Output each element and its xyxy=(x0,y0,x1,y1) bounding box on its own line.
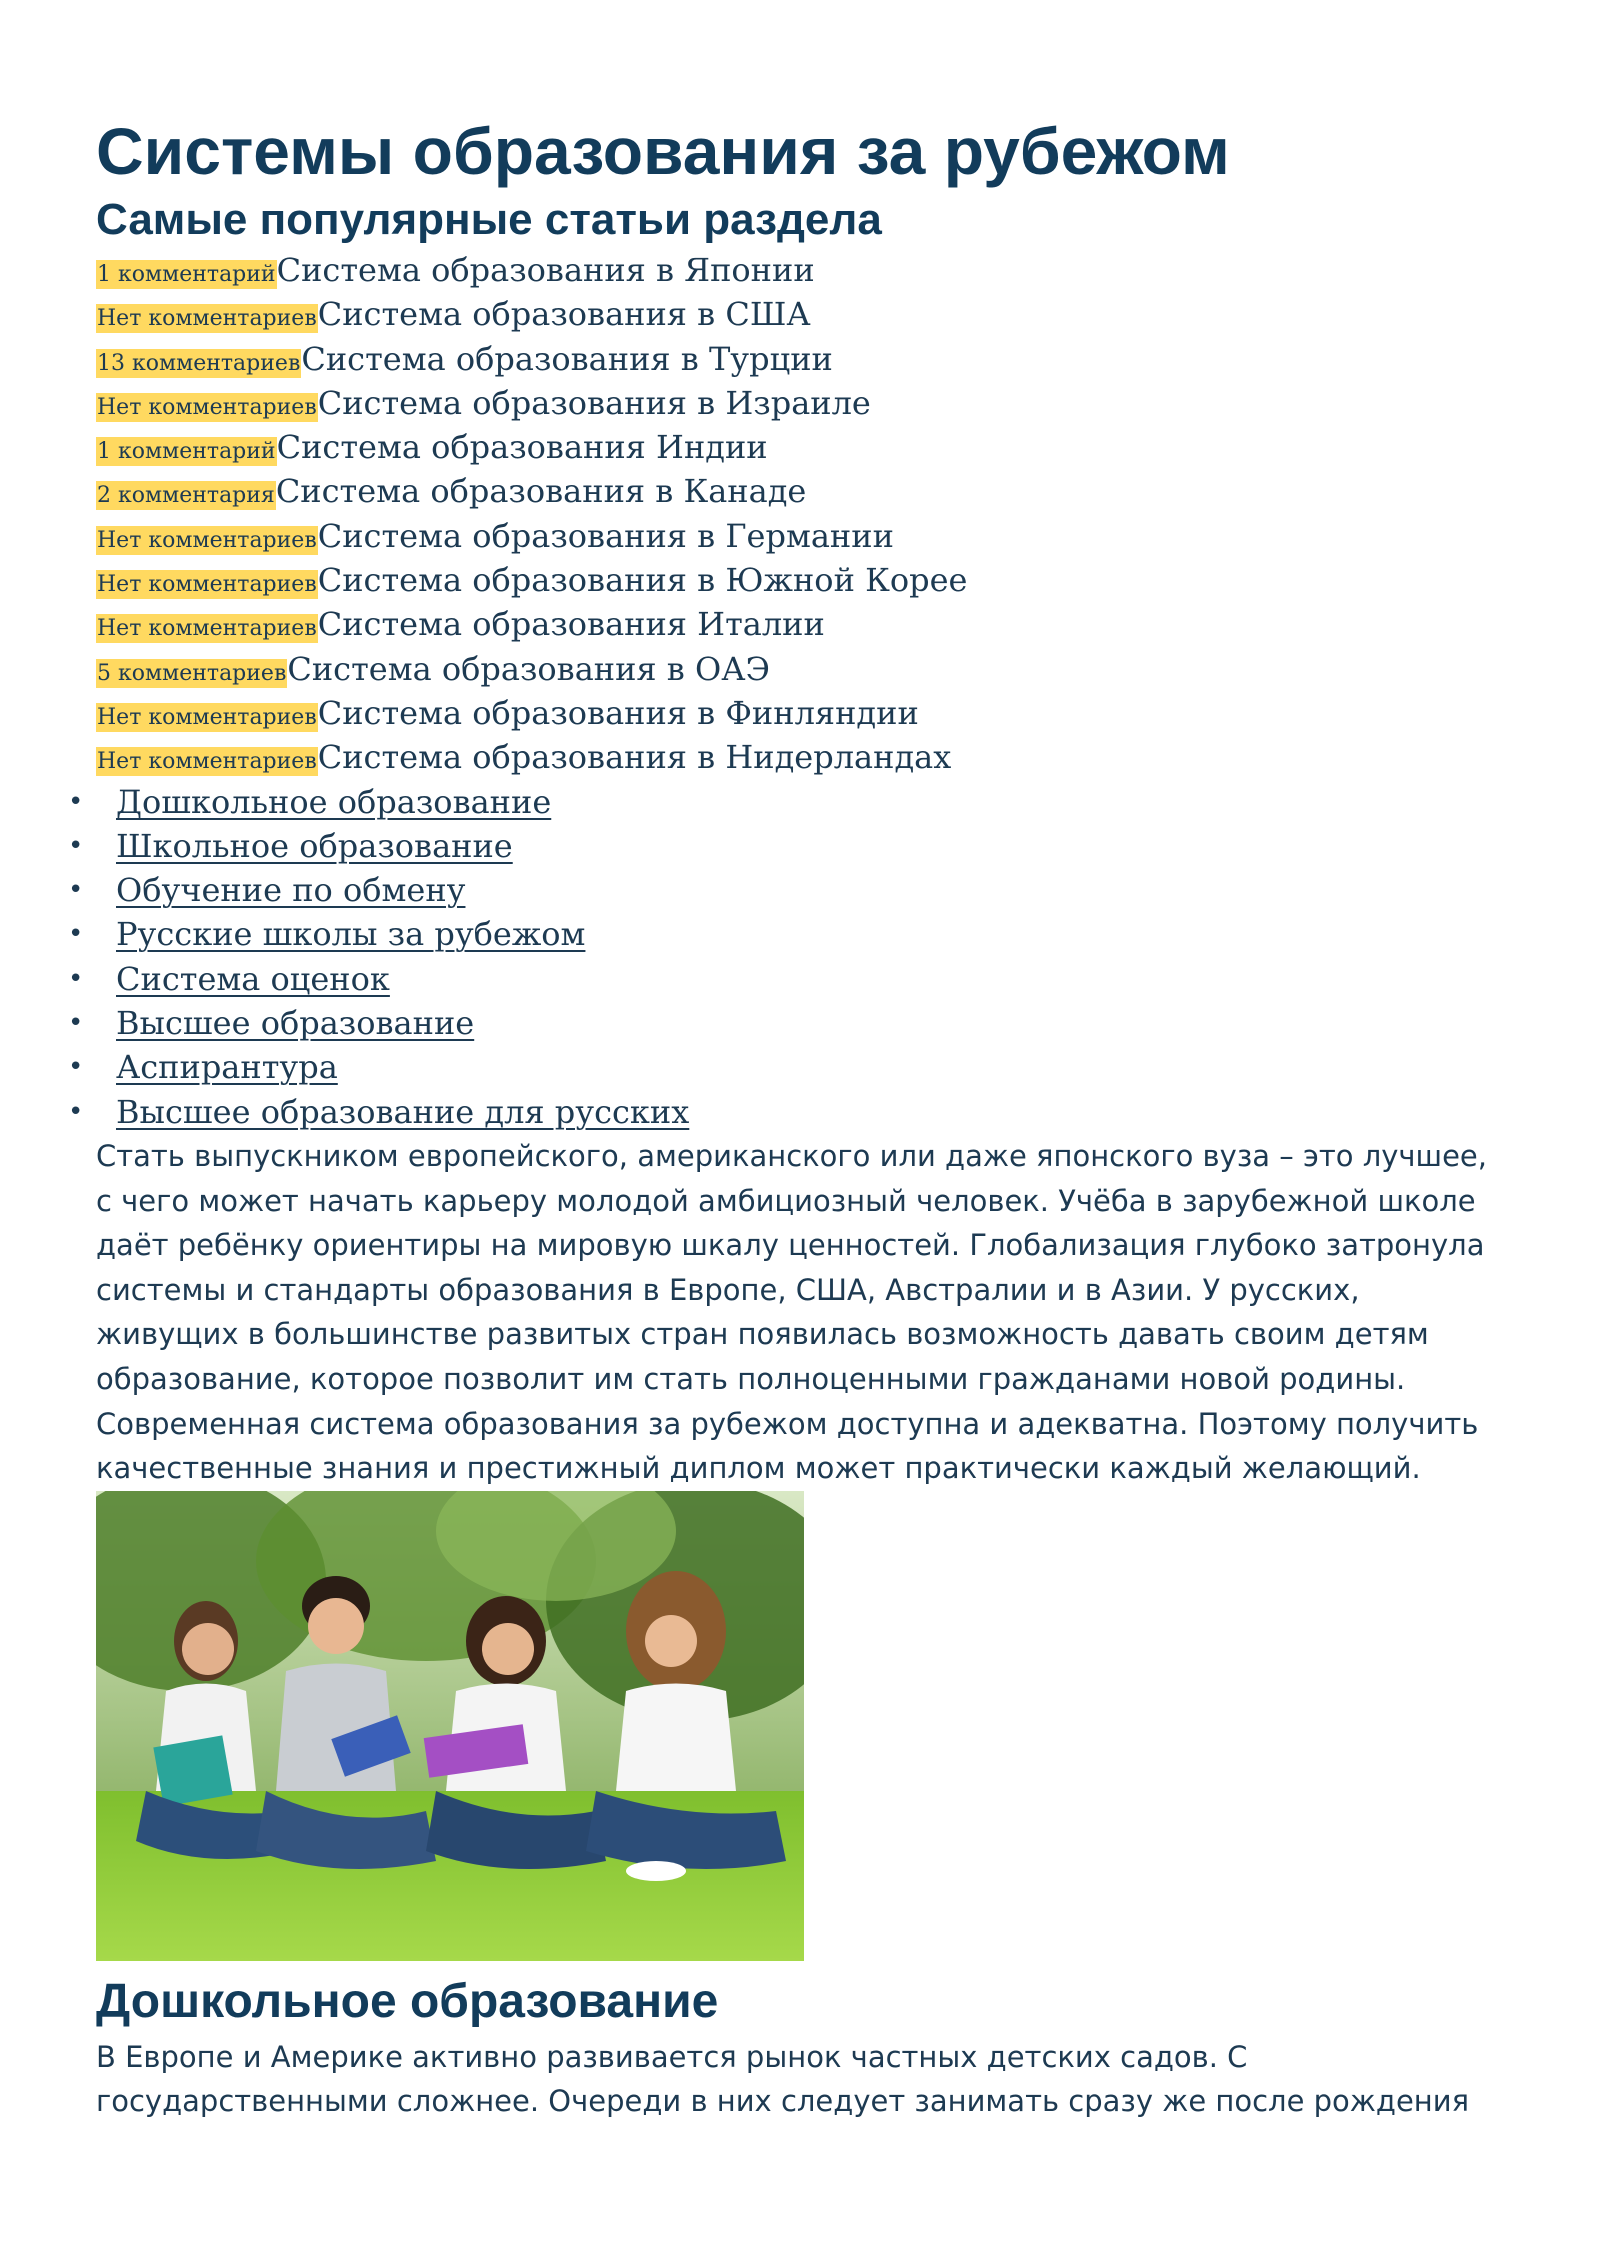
students-photo xyxy=(96,1491,804,1961)
section-nav-item xyxy=(68,824,1496,868)
section-nav-item xyxy=(68,868,1496,912)
section-link-higher-education[interactable]: Высшее образование xyxy=(116,1004,475,1043)
section-link-grading[interactable]: Система оценок xyxy=(116,959,390,998)
popular-articles-heading: Самые популярные статьи раздела xyxy=(96,195,882,244)
comment-count-badge[interactable]: 1 комментарий xyxy=(97,262,276,287)
intro-paragraph: Стать выпускником европейского, американского или даже японского вуза – это лучшее, с чего может начать карьеру молодой амбициозный человек. Учёба в зарубежной школе даёт ребёнку ориентиры на мировую шкалу ценностей. Глобализация глубоко затронула системы и стандарты образования в Европе, США, Австралии и в Азии. У русских, живущих в большинстве развитых стран появилась возможность давать своим детям образование, которое позволит им стать полноценными гражданами новой родины. Современная система образования за рубежом доступна и адекватна. Поэтому получить качественные знания и престижный диплом может практически каждый желающий. xyxy=(96,1138,1487,1486)
list-item xyxy=(96,381,1496,425)
article-link[interactable]: Система образования в Финляндии xyxy=(317,693,919,732)
list-item xyxy=(96,425,1496,469)
article-link[interactable]: Система образования в Турции xyxy=(301,339,833,378)
page-content xyxy=(68,110,1496,2124)
list-item xyxy=(96,735,1496,779)
article-link[interactable]: Система образования в ОАЭ xyxy=(287,649,770,688)
bullet-icon: • xyxy=(68,830,84,861)
bullet-icon: • xyxy=(68,919,84,950)
section-nav-list xyxy=(68,780,1496,1134)
bullet-icon: • xyxy=(68,1052,84,1083)
list-item xyxy=(96,292,1496,336)
article-link[interactable]: Система образования Италии xyxy=(317,605,825,644)
bullet-icon: • xyxy=(68,875,84,906)
section-link-higher-education-russians[interactable]: Высшее образование для русских xyxy=(116,1092,690,1131)
comment-count-badge[interactable]: 13 комментариев xyxy=(97,350,301,376)
article-link[interactable]: Система образования в Японии xyxy=(276,251,815,289)
section-link-russian-schools[interactable]: Русские школы за рубежом xyxy=(116,915,586,954)
comment-count-badge[interactable]: Нет комментариев xyxy=(97,616,317,642)
preschool-paragraph: В Европе и Америке активно развивается рынок частных детских садов. С государственными сложнее. Очереди в них следует занимать сразу же после рождения xyxy=(96,2039,1470,2119)
comment-count-badge[interactable]: Нет комментариев xyxy=(97,527,317,553)
section-link-school[interactable]: Школьное образование xyxy=(116,826,513,865)
popular-articles-list xyxy=(96,248,1496,780)
list-item xyxy=(96,469,1496,513)
list-item xyxy=(96,691,1496,735)
list-item xyxy=(96,558,1496,602)
comment-count-badge[interactable]: Нет комментариев xyxy=(97,306,317,332)
list-item xyxy=(96,602,1496,646)
bullet-icon: • xyxy=(68,963,84,994)
article-link[interactable]: Система образования Индии xyxy=(276,428,768,467)
comment-count-badge[interactable]: Нет комментариев xyxy=(97,749,317,775)
list-item xyxy=(96,248,1496,292)
article-link[interactable]: Система образования в Германии xyxy=(317,516,894,555)
comment-count-badge[interactable]: Нет комментариев xyxy=(97,572,317,598)
page-title: Системы образования за рубежом xyxy=(96,114,1230,188)
article-link[interactable]: Система образования в Нидерландах xyxy=(317,738,952,777)
section-nav-item xyxy=(68,1045,1496,1089)
list-item xyxy=(96,514,1496,558)
article-link[interactable]: Система образования в Канаде xyxy=(275,472,807,511)
comment-count-badge[interactable]: Нет комментариев xyxy=(97,704,317,730)
section-link-preschool[interactable]: Дошкольное образование xyxy=(116,782,552,821)
preschool-heading: Дошкольное образование xyxy=(96,1974,719,2028)
bullet-icon: • xyxy=(68,1008,84,1039)
section-nav-item xyxy=(68,957,1496,1001)
bullet-icon: • xyxy=(68,1096,84,1127)
comment-count-badge[interactable]: 5 комментариев xyxy=(97,660,287,686)
list-item xyxy=(96,647,1496,691)
article-link[interactable]: Система образования в Израиле xyxy=(317,383,871,422)
section-nav-item xyxy=(68,1001,1496,1045)
list-item xyxy=(96,337,1496,381)
article-link[interactable]: Система образования в Южной Корее xyxy=(317,561,968,600)
section-nav-item xyxy=(68,1090,1496,1134)
section-nav-item xyxy=(68,780,1496,824)
comment-count-badge[interactable]: 1 комментарий xyxy=(97,439,276,465)
section-link-postgraduate[interactable]: Аспирантура xyxy=(116,1048,338,1087)
article-link[interactable]: Система образования в США xyxy=(317,295,811,334)
comment-count-badge[interactable]: 2 комментария xyxy=(97,483,275,509)
section-link-exchange[interactable]: Обучение по обмену xyxy=(116,871,466,910)
comment-count-badge[interactable]: Нет комментариев xyxy=(97,394,317,420)
section-nav-item xyxy=(68,912,1496,956)
bullet-icon: • xyxy=(68,786,84,817)
